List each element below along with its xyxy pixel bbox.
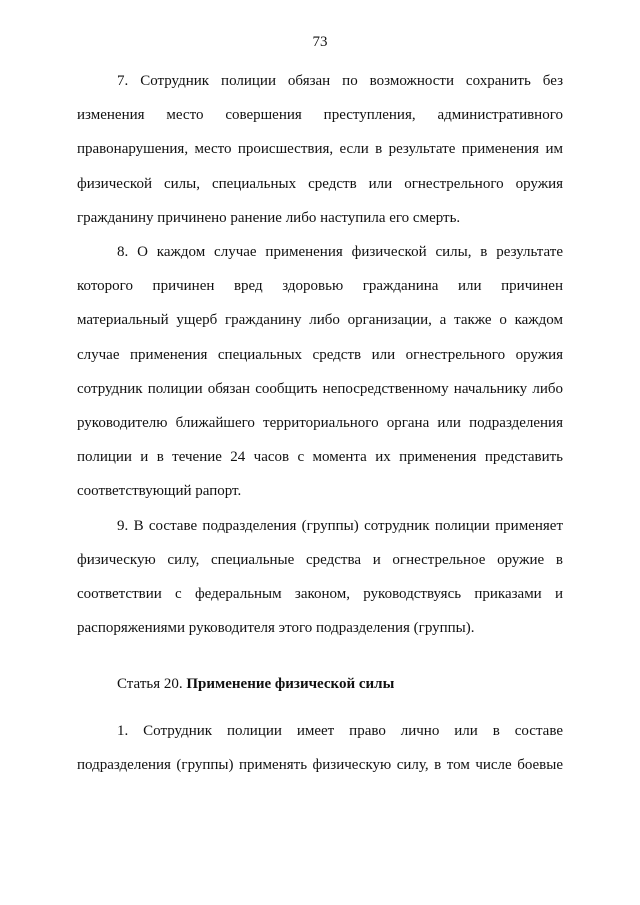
paragraph-7: 7. Сотрудник полиции обязан по возможности сохранить без изменения место совершения преступления, административного правонарушения, место происшествия, если в результате применения им физической силы, специальных средств или огнестрельного оружия гражданину причинено ранение либо наступила его смерть. [77,73,563,226]
page-number: 73 [312,34,328,50]
paragraph-9: 9. В составе подразделения (группы) сотрудник полиции применяет физическую силу, специальные средства и огнестрельное оружие в соответствии с федеральным законом, руководствуясь приказами и распоряжениями руководителя этого подразделения (группы). [77,517,563,637]
article-title: Применение физической силы [186,676,395,693]
paragraph-8: 8. О каждом случае применения физической силы, в результате которого причинен вред здоровью гражданина или причинен материальный ущерб гражданину либо организации, а также о каждом случае применения специальных средств или огнестрельного оружия сотрудник полиции обязан сообщить непосредственному начальнику либо руководителю ближайшего территориального органа или подразделения полиции и в течение 24 часов с момента их применения представить соответствующий рапорт. [77,244,563,500]
article-paragraph-1: 1. Сотрудник полиции имеет право лично или в составе подразделения (группы) применять физическую силу, в том числе боевые [77,722,563,773]
document-body [77,64,563,782]
article-prefix: Статья 20. [117,676,187,693]
article-heading [77,667,563,701]
